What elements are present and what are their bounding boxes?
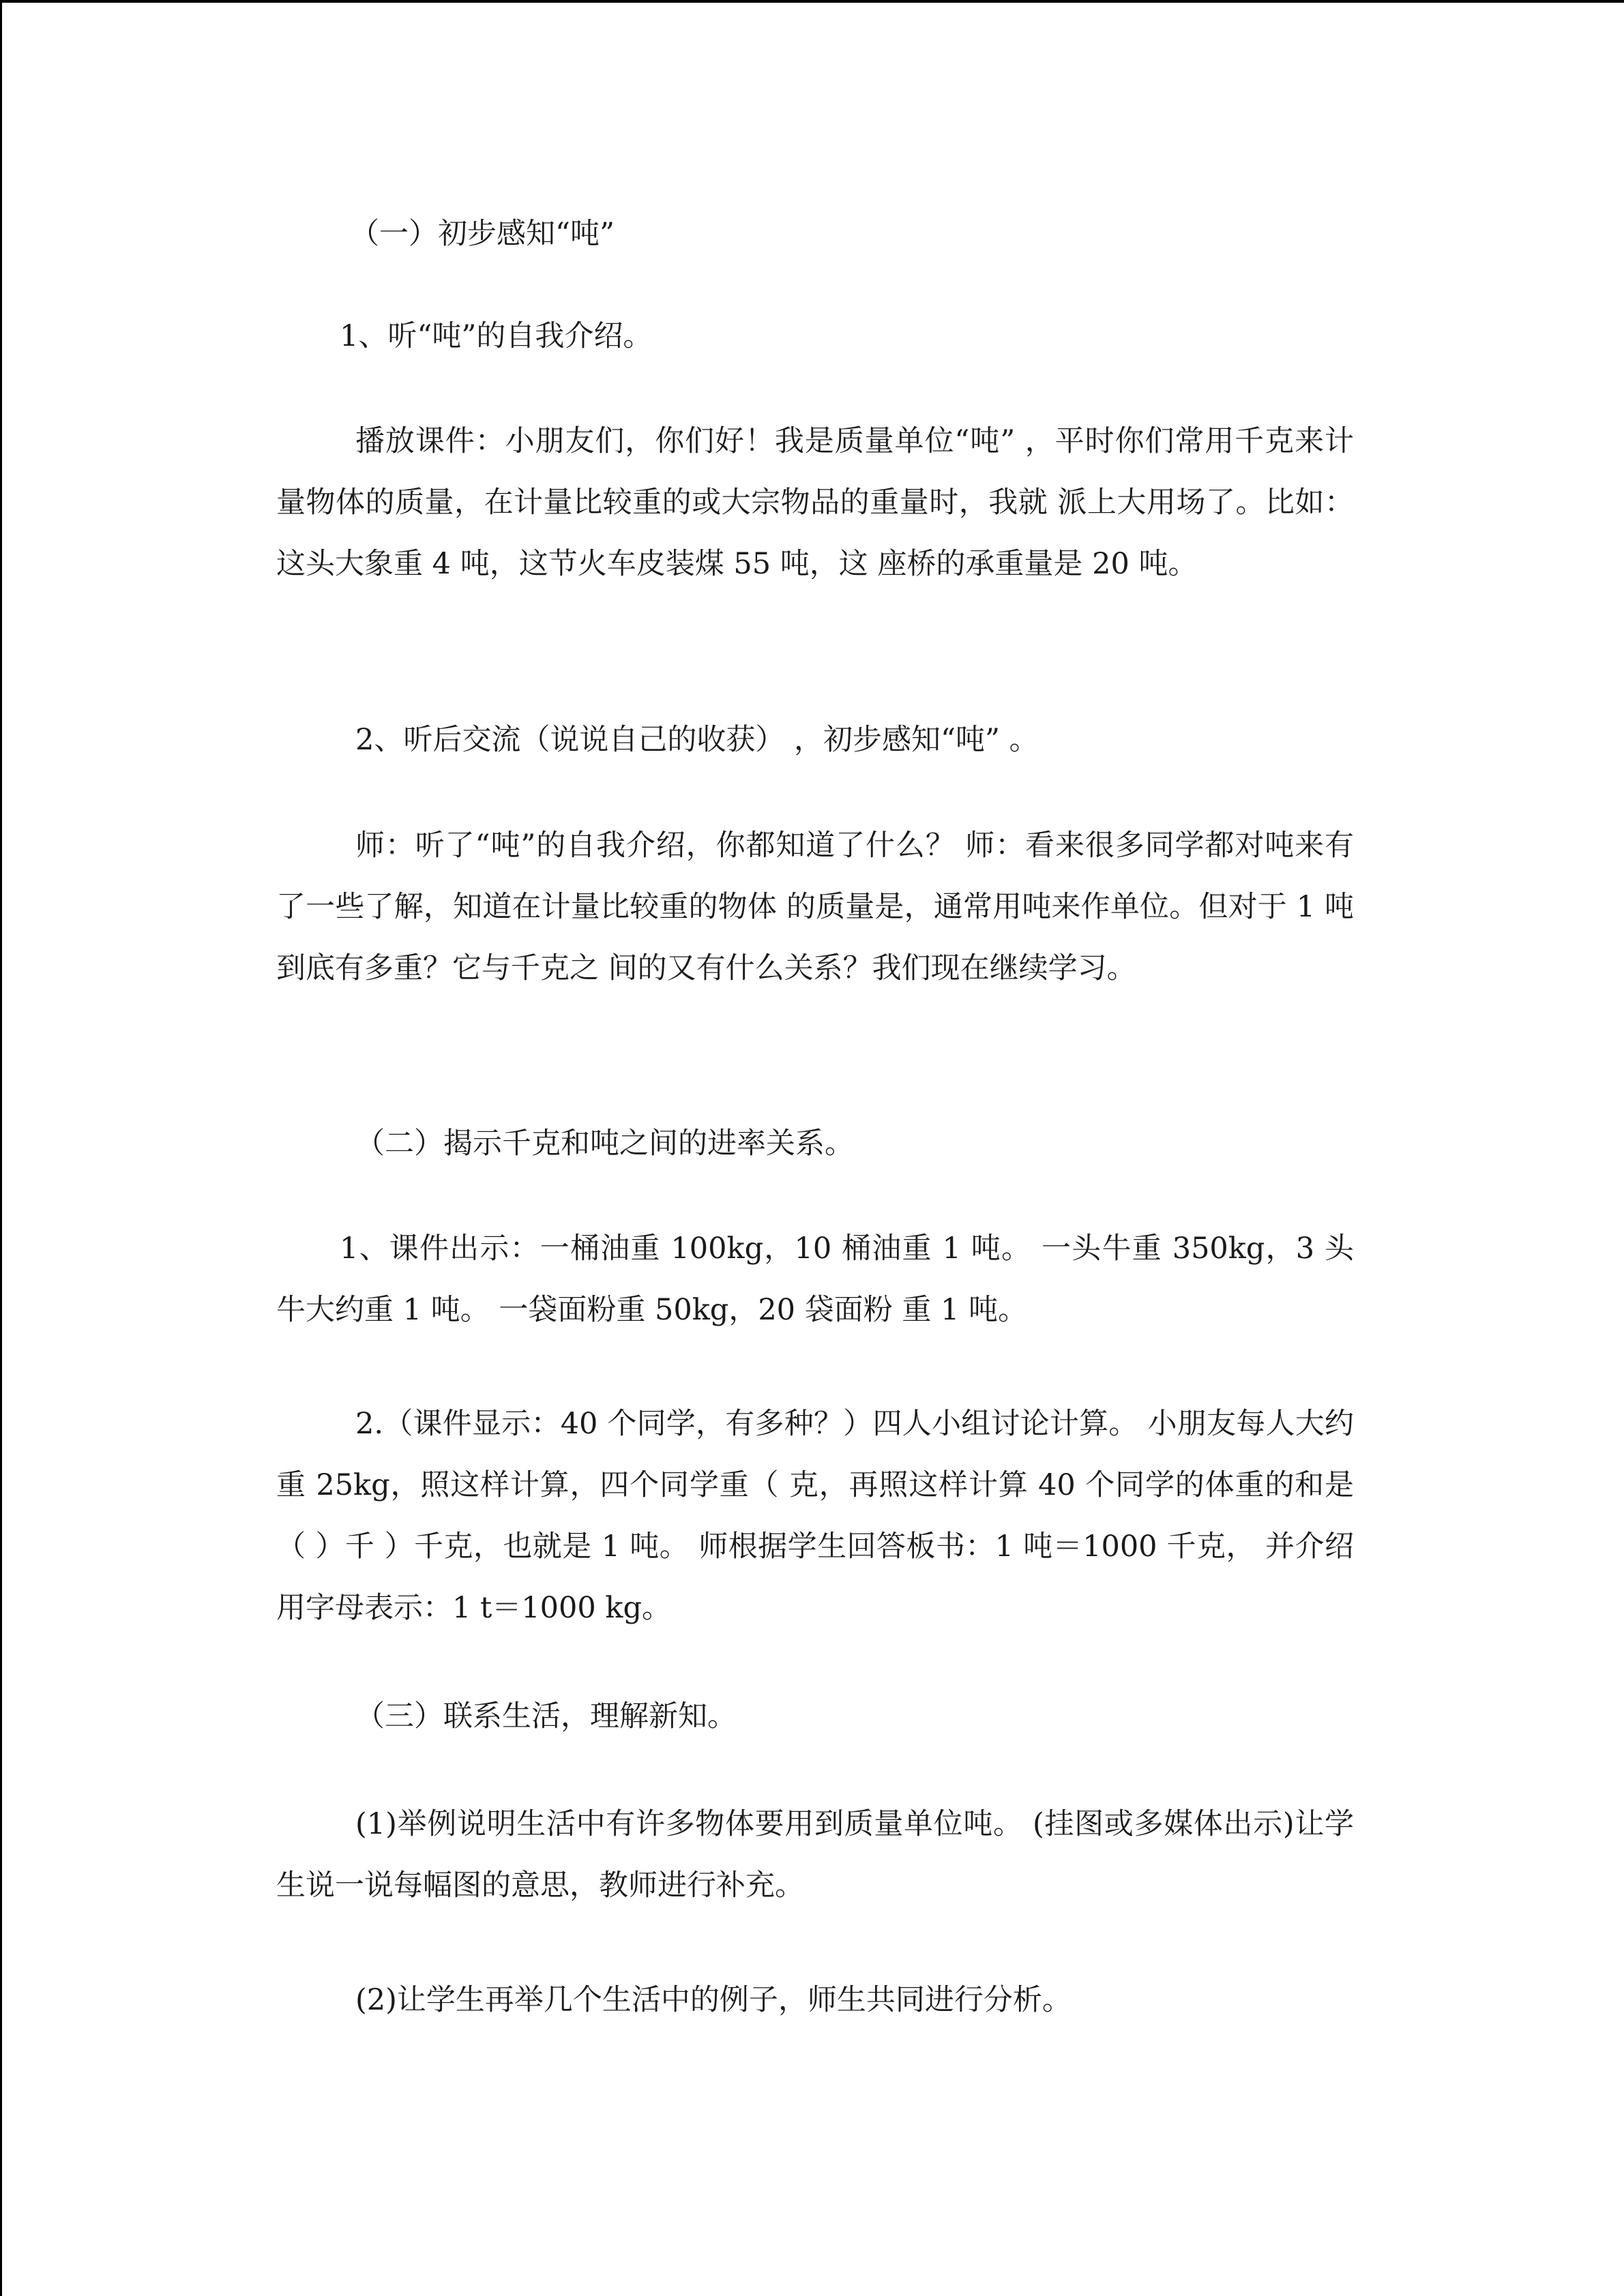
page-left-border [0, 0, 2, 2296]
paragraph-group-discussion: 2.（课件显示：40 个同学，有多种？）四人小组讨论计算。 小朋友每人大约重 25kg，照这样计算，四个同学重（ 克，再照这样计算 40 个同学的体重的和是（ ）千 ）千克，也就是 1 吨。 师根据学生回答板书：1 吨＝1000 千克， 并介绍用字母表示：1 t＝1000 kg。 [276, 1407, 1354, 1625]
section-heading-2: （二）揭示千克和吨之间的进率关系。 [355, 1127, 854, 1161]
paragraph-courseware-display: 1、课件出示：一桶油重 100kg，10 桶油重 1 吨。 一头牛重 350kg，3 头牛大约重 1 吨。 一袋面粉重 50kg，20 袋面粉 重 1 吨。 [276, 1232, 1354, 1327]
paragraph-listen-intro: 1、听“吨”的自我介绍。 [340, 319, 653, 353]
section-heading-3: （三）联系生活，理解新知。 [355, 1699, 737, 1733]
section-heading-1: （一）初步感知“吨” [350, 217, 615, 251]
paragraph-example-2: (2)让学生再举几个生活中的例子，师生共同进行分析。 [355, 1983, 1072, 2017]
paragraph-teacher-question: 师：听了“吨”的自我介绍，你都知道了什么？ 师：看来很多同学都对吨来有了一些了解，知道在计量比较重的物体 的质量是，通常用吨来作单位。但对于 1 吨到底有多重？它与千克之 间的又有什么关系？我们现在继续学习。 [276, 829, 1354, 985]
paragraph-after-listening: 2、听后交流（说说自己的收获） ，初步感知“吨” 。 [355, 723, 1039, 757]
paragraph-example-1: (1)举例说明生活中有许多物体要用到质量单位吨。 (挂图或多媒体出示)让学生说一说每幅图的意思，教师进行补充。 [276, 1807, 1354, 1903]
page-top-border [0, 0, 1624, 3]
paragraph-courseware-play: 播放课件：小朋友们，你们好！我是质量单位“吨” ，平时你们常用千克来计量物体的质量，在计量比较重的或大宗物品的重量时，我就 派上大用场了。比如：这头大象重 4 吨，这节火车皮装煤 55 吨，这 座桥的承重量是 20 吨。 [276, 424, 1354, 581]
